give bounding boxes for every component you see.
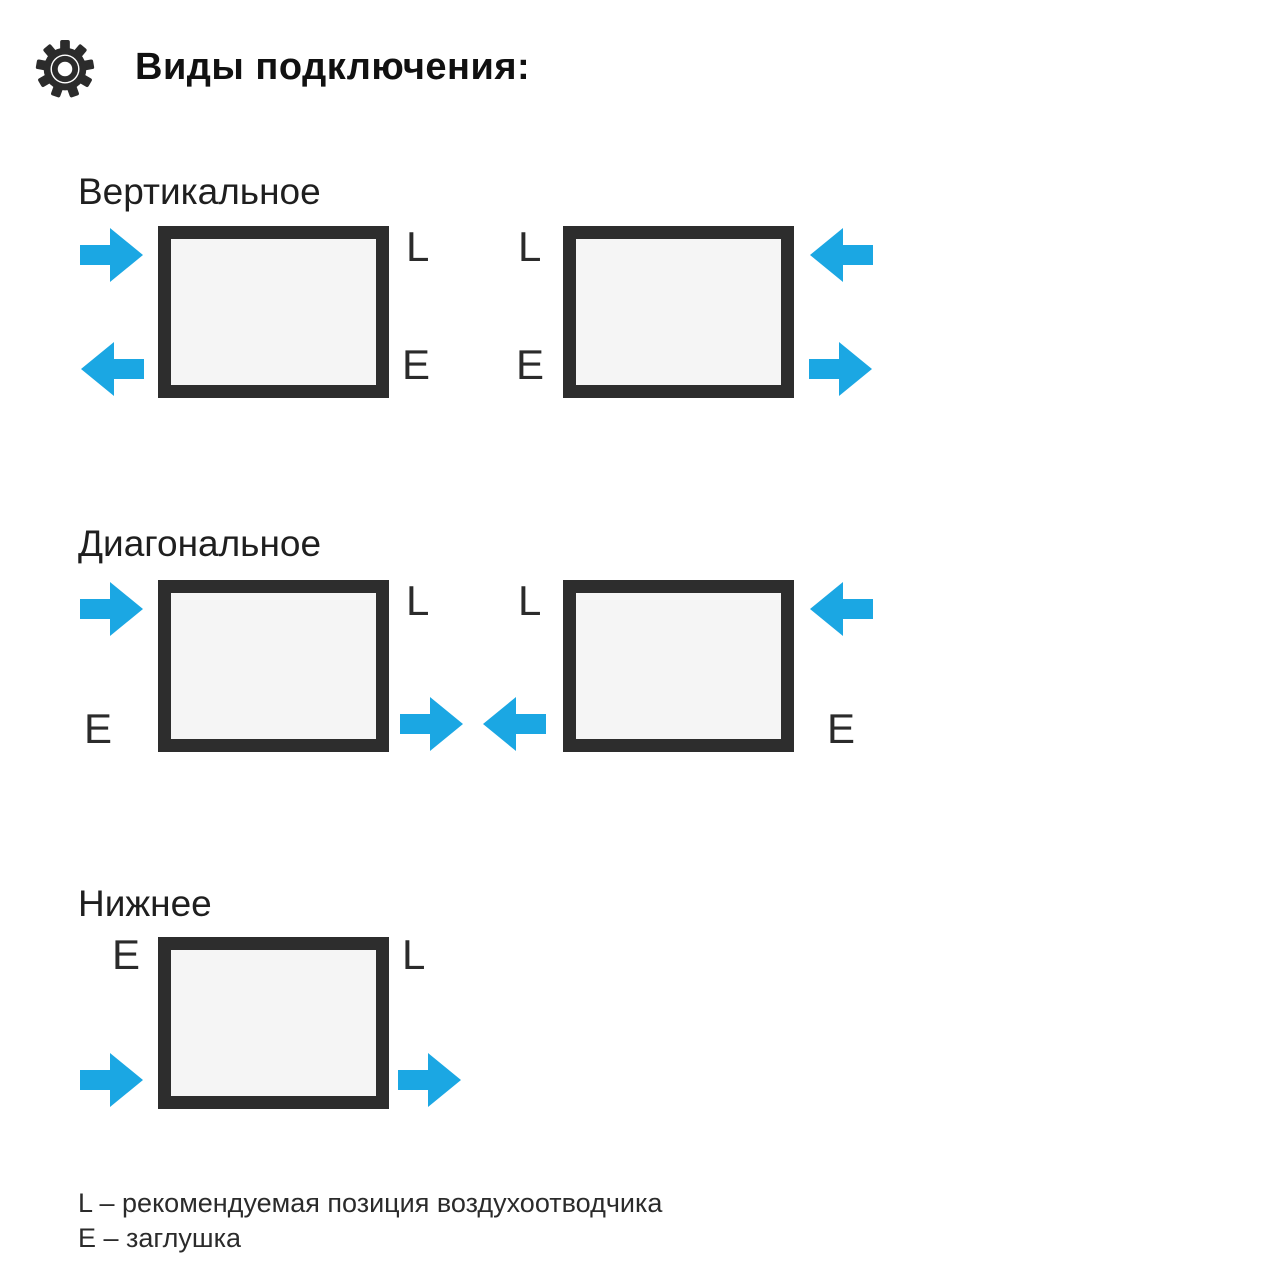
port-label-air-vent: L — [406, 577, 430, 624]
port-label-air-vent: L — [406, 223, 430, 270]
legend-line-plug: E – заглушка — [78, 1223, 242, 1253]
port-label-air-vent: L — [518, 223, 542, 270]
section-bottom-label: Нижнее — [78, 883, 212, 924]
port-label-plug: E — [112, 931, 141, 978]
port-label-plug: E — [84, 705, 113, 752]
radiator-box — [158, 937, 389, 1109]
port-label-plug: E — [516, 341, 545, 388]
port-label-air-vent: L — [402, 931, 426, 978]
port-label-plug: E — [827, 705, 856, 752]
port-label-plug: E — [402, 341, 431, 388]
section-vertical-label: Вертикальное — [78, 171, 321, 212]
flow-arrow-right-icon — [398, 1052, 462, 1108]
port-label-air-vent: L — [518, 577, 542, 624]
section-diagonal-label: Диагональное — [78, 523, 322, 564]
page-title: Виды подключения: — [135, 46, 531, 88]
legend — [78, 1186, 662, 1256]
flow-arrow-right-icon — [80, 1052, 144, 1108]
legend-line-air-vent: L – рекомендуемая позиция воздухоотводчика — [78, 1188, 663, 1218]
